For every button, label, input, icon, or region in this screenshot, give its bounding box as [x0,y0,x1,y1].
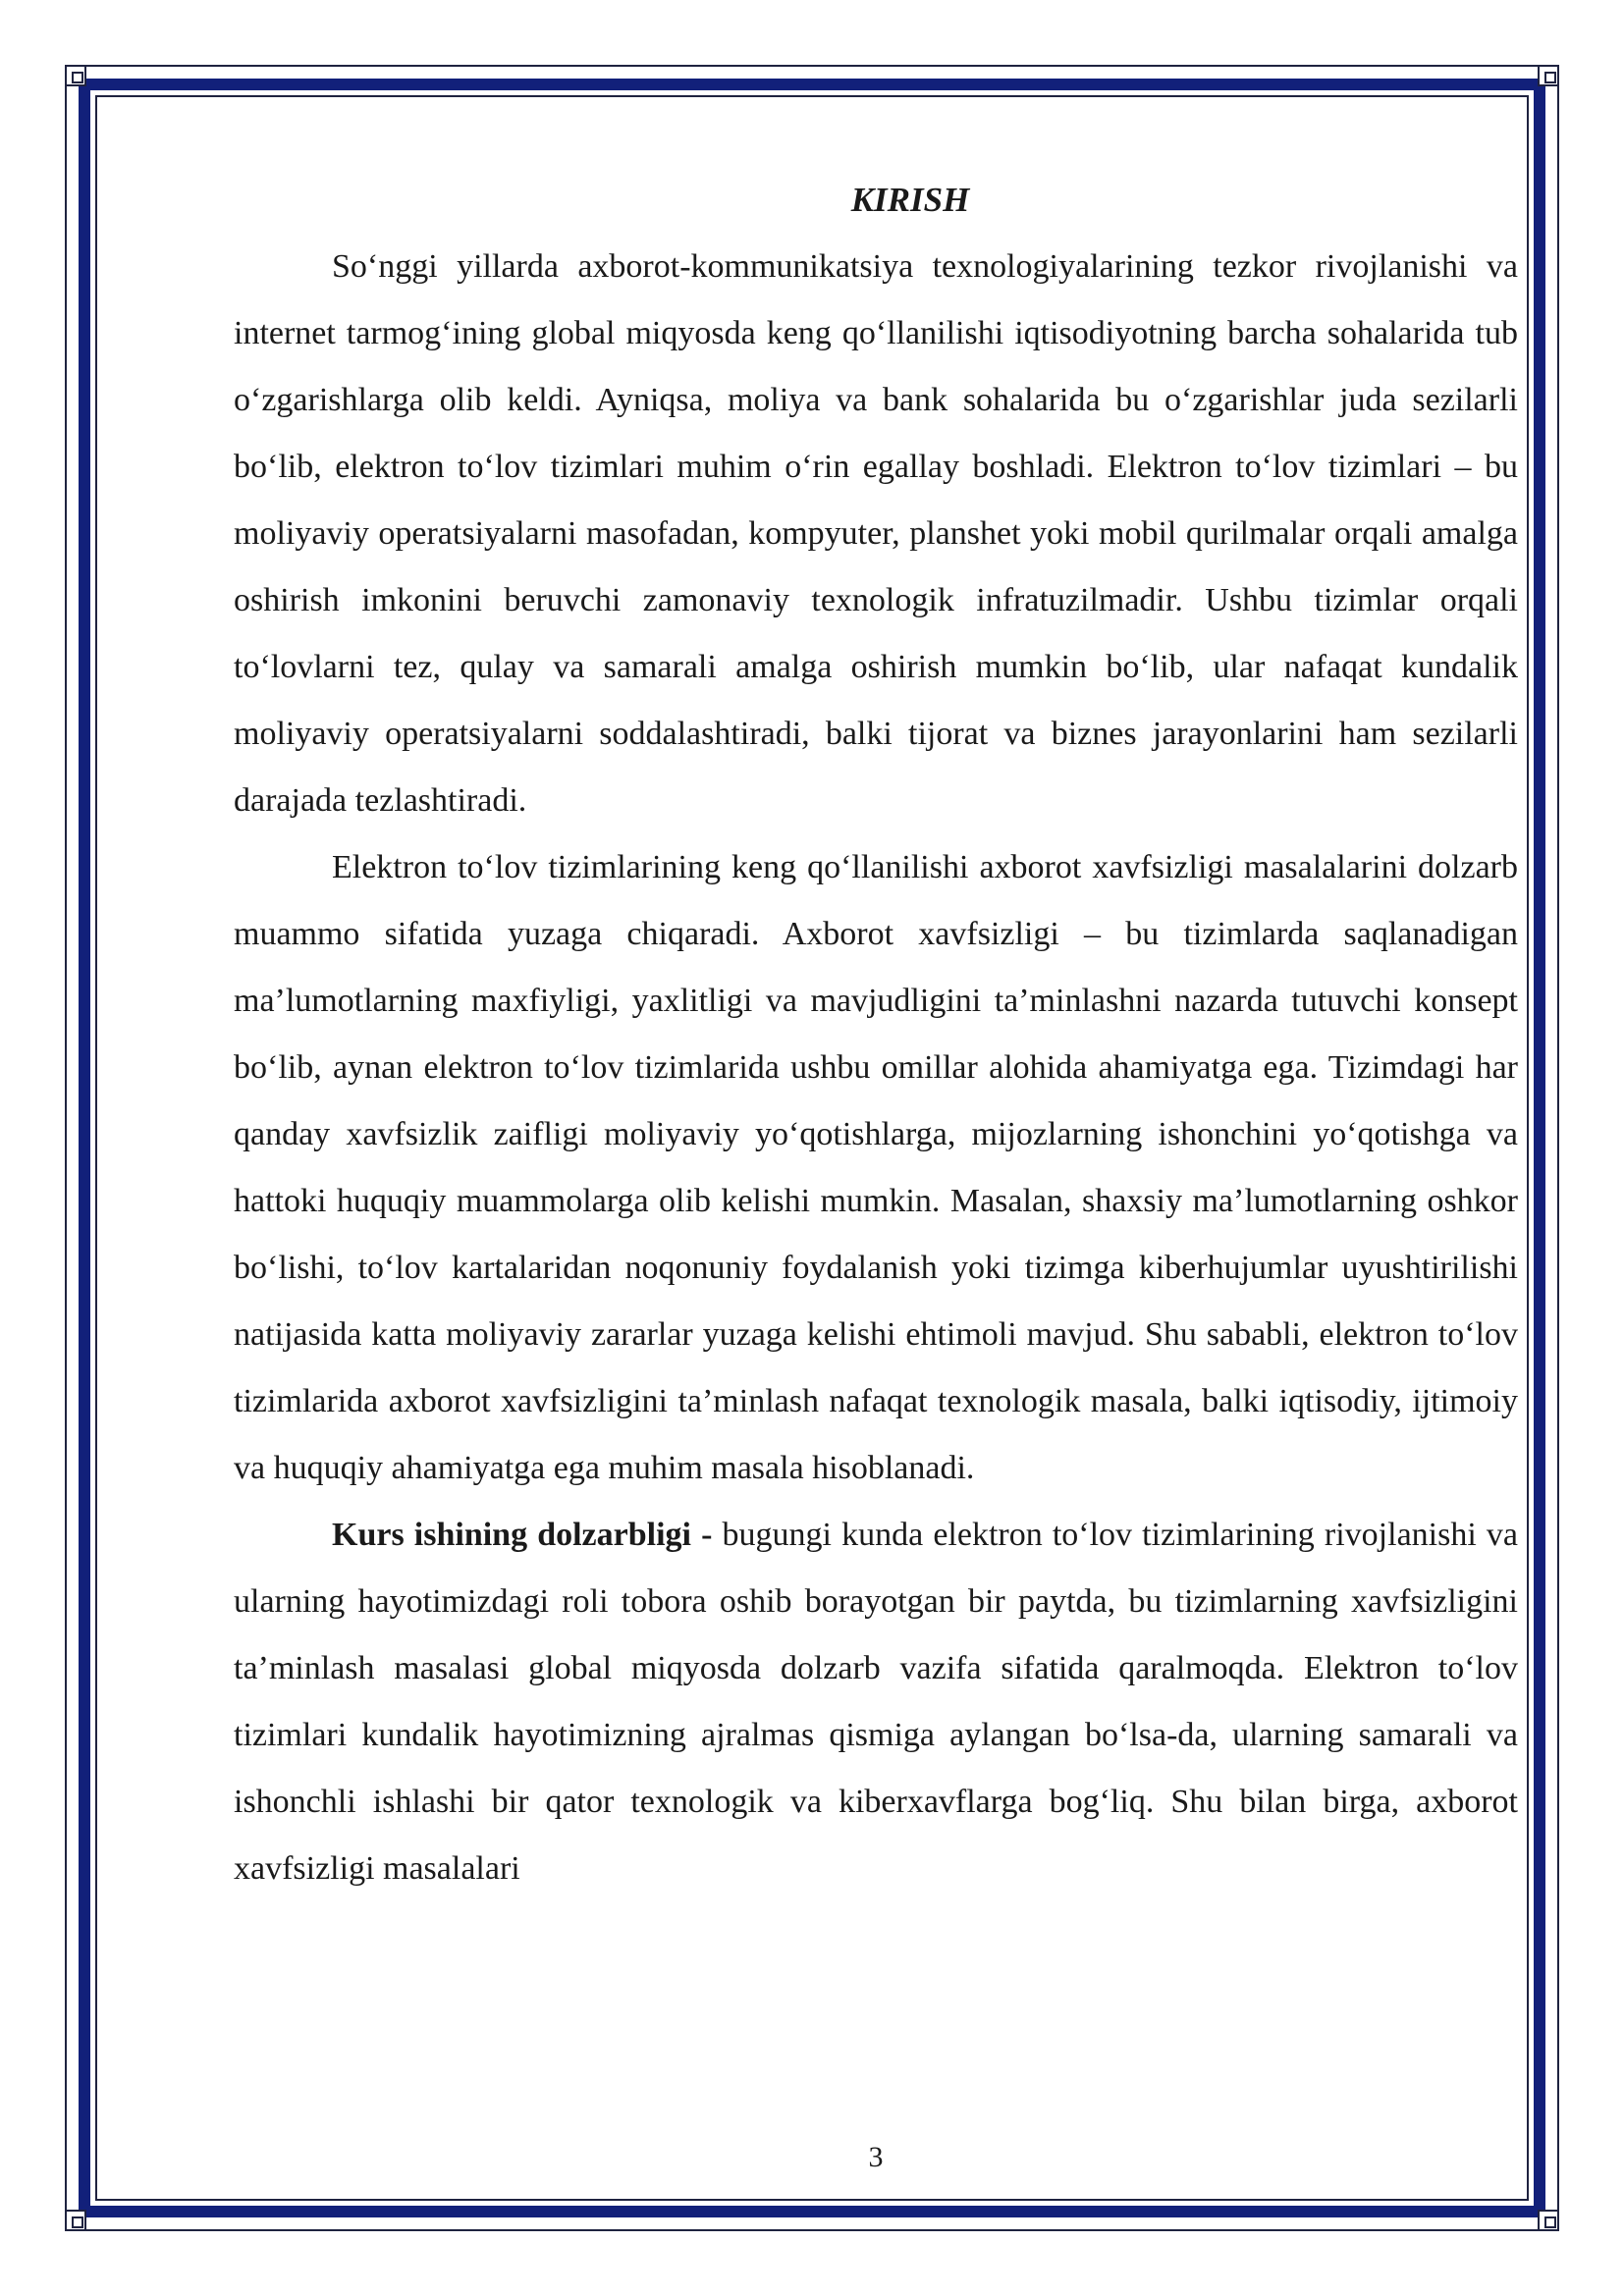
border-corner-ornament [65,65,86,86]
border-corner-ornament [1538,2210,1559,2231]
paragraph [234,1502,1518,1902]
paragraph-text: Elektron to‘lov tizimlarining keng qo‘llanilishi axborot xavfsizligi masalalarini dolzarb muammo sifatida yuzaga chiqaradi. Axborot xavfsizligi – bu tizimlarda saqlanadigan ma’lumotlarning maxfiyligi, yaxlitligi va mavjudligini ta’minlashni nazarda tutuvchi konsept bo‘lib, aynan elektron to‘lov tizimlarida ushbu omillar alohida ahamiyatga ega. Tizimdagi har qanday xavfsizlik zaifligi moliyaviy yo‘qotishlarga, mijozlarning ishonchini yo‘qotishga va hattoki huquqiy muammolarga olib kelishi mumkin. Masalan, shaxsiy ma’lumotlarning oshkor bo‘lishi, to‘lov kartalaridan noqonuniy foydalanish yoki tizimga kiberhujumlar uyushtirilishi natijasida katta moliyaviy zararlar yuzaga kelishi ehtimoli mavjud. Shu sababli, elektron to‘lov tizimlarida axborot xavfsizligini ta’minlash nafaqat texnologik masala, balki iqtisodiy, ijtimoiy va huquqiy ahamiyatga ega muhim masala hisoblanadi. [234,849,1518,1486]
paragraph-text: So‘nggi yillarda axborot-kommunikatsiya texnologiyalarining tezkor rivojlanishi va internet tarmog‘ining global miqyosda keng qo‘llanilishi iqtisodiyotning barcha sohalarida tub o‘zgarishlarga olib keldi. Ayniqsa, moliya va bank sohalarida bu o‘zgarishlar juda sezilarli bo‘lib, elektron to‘lov tizimlari muhim o‘rin egallay boshladi. Elektron to‘lov tizimlari – bu moliyaviy operatsiyalarni masofadan, kompyuter, planshet yoki mobil qurilmalar orqali amalga oshirish imkonini beruvchi zamonaviy texnologik infratuzilmadir. Ushbu tizimlar orqali to‘lovlarni tez, qulay va samarali amalga oshirish mumkin bo‘lib, ular nafaqat kundalik moliyaviy operatsiyalarni soddalashtiradi, balki tijorat va biznes jarayonlarini ham sezilarli darajada tezlashtiradi. [234,248,1518,819]
document-body [234,167,1518,1902]
border-corner-ornament [1538,65,1559,86]
paragraph [234,834,1518,1502]
border-corner-ornament [65,2210,86,2231]
page-number: 3 [868,2141,884,2173]
section-title: KIRISH [850,181,970,219]
paragraph [234,234,1518,834]
paragraph-text: bugungi kunda elektron to‘lov tizimlarining rivojlanishi va ularning hayotimizdagi roli tobora oshib borayotgan bir paytda, bu tizimlarning xavfsizligini ta’minlash masalasi global miqyosda dolzarb vazifa sifatida qaralmoqda. Elektron to‘lov tizimlari kundalik hayotimizning ajralmas qismiga aylangan bo‘lsa-da, ularning samarali va ishonchli ishlashi bir qator texnologik va kiberxavflarga bog‘liq. Shu bilan birga, axborot xavfsizligi masalalari [234,1517,1518,1887]
paragraph-lead: Kurs ishining dolzarbligi - [332,1517,713,1553]
